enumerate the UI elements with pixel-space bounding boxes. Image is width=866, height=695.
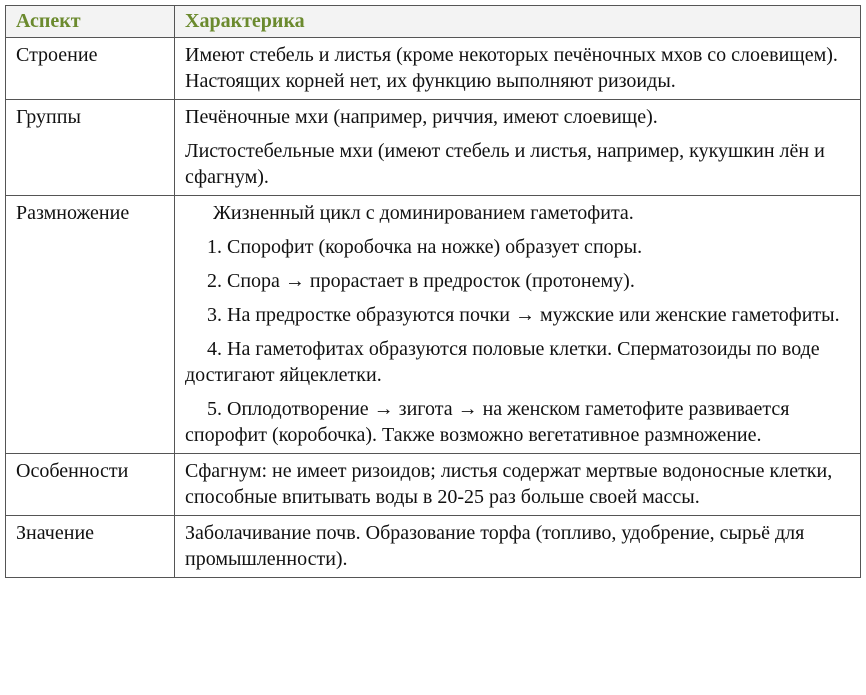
characteristic-cell [175,38,861,100]
table-row [6,100,861,196]
characteristic-cell [175,454,861,516]
list-item: 1. Спорофит (коробочка на ножке) образует споры. [207,236,643,258]
aspect-cell: Значение [6,516,175,578]
list-item: 4. На гаметофитах образуются половые клетки. Сперматозоиды по воде достигают яйцеклетки. [185,338,820,386]
paragraph: Листостебельные мхи (имеют стебель и листья, например, кукушкин лён и сфагнум). [185,140,825,188]
paragraph: Сфагнум: не имеет ризоидов; листья содержат мертвые водоносные клетки, способные впитывать воды в 20-25 раз больше своей массы. [185,460,833,508]
characteristic-cell [175,516,861,578]
paragraph: Печёночные мхи (например, риччия, имеют слоевище). [185,106,658,128]
paragraph: Жизненный цикл с доминированием гаметофита. [213,202,634,224]
list-item: 3. На предростке образуются почки → мужские или женские гаметофиты. [207,304,840,326]
table-row [6,38,861,100]
aspect-cell: Размножение [6,196,175,454]
list-item: 2. Спора → прорастает в предросток (протонему). [207,270,635,292]
characteristic-cell [175,100,861,196]
characteristic-cell [175,196,861,454]
list-item: 5. Оплодотворение → зигота → на женском гаметофите развивается спорофит (коробочка). Также возможно вегетативное размножение. [185,398,790,446]
table-row [6,196,861,454]
moss-characteristics-table [5,5,861,578]
paragraph: Имеют стебель и листья (кроме некоторых печёночных мхов со слоевищем). Настоящих корней нет, их функцию выполняют ризоиды. [185,44,838,92]
table-row [6,516,861,578]
table-row [6,454,861,516]
aspect-cell: Строение [6,38,175,100]
aspect-cell: Особенности [6,454,175,516]
header-aspect: Аспект [6,6,175,38]
header-characteristic: Характерика [175,6,861,38]
aspect-cell: Группы [6,100,175,196]
paragraph: Заболачивание почв. Образование торфа (топливо, удобрение, сырьё для промышленности). [185,522,805,570]
table-header-row [6,6,861,38]
